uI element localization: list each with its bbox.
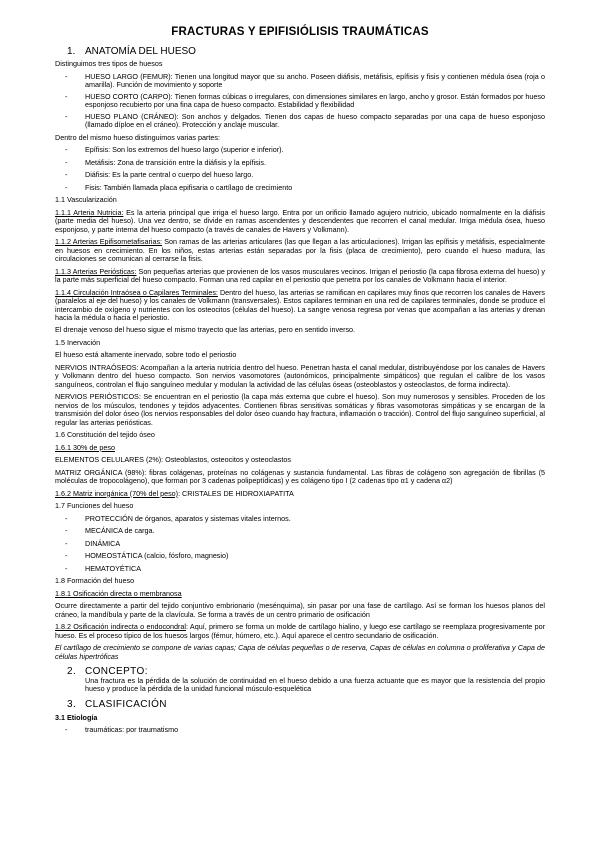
periosteal-nerves: NERVIOS PERIÓSTICOS: Se encuentran en el periostio (la capa más externa que cubre el hueso). Son muy numerosos y sensibles. Proceden de los nervios de los músculos, tendones y tejidos adyacentes. Contienen fibras sensitivas somáticas y fibras vasomotoras simpáticas y se encargan de la transmisión del dolor óseo (los nervios responsables del dolor óseo cuando hay fractura, inflamación o tracción). Control del flujo sanguíneo superficial, al regular las arterias periósticas. <box>55 392 545 427</box>
list-dash: - <box>65 145 68 155</box>
function-item: MECÁNICA de carga. <box>85 526 155 536</box>
formation-heading: 1.8 Formación del hueso <box>55 576 135 586</box>
vasc-text: Son pequeñas arterias que provienen de los vasos musculares vecinos. Irrigan el periostio (la capa fibrosa externa del hueso) y la parte más superficial del hueso compacto. Forman una red capilar en el periostio que penetra por los canales de Volkmann hacia el interior. <box>55 266 545 285</box>
bone-parts-intro: Dentro del mismo hueso distinguimos varias partes: <box>55 132 220 142</box>
inorganic-text: : CRISTALES DE HIDROXIAPATITA <box>178 488 294 498</box>
vasc-label: 1.1.2 Arterias Epifisometafisarias: <box>55 237 163 247</box>
list-item <box>55 73 545 90</box>
formation-indirect <box>55 623 545 640</box>
list-item <box>55 540 545 548</box>
list-dash: - <box>65 111 68 121</box>
functions-list <box>55 515 545 573</box>
vasc-text: Son ramas de las arterias articulares (las que llegan a las articulaciones). Irrigan las epífisis y metáfisis, especialmente en huesos en crecimiento. En los niños, estas arterias están separadas por la fisis (placa de crecimiento), pero cuando el hueso madura, las circulaciones se comunican al cerrarse la fisis. <box>55 237 545 264</box>
bone-type-long: HUESO LARGO (FEMUR): Tienen una longitud mayor que su ancho. Poseen diáfisis, metáfisis, epífisis y fisis y contienen médula ósea (roja o amarilla). Función de movimiento y soporte <box>85 71 545 90</box>
function-item: HOMEOSTÁTICA (calcio, fósforo, magnesio) <box>85 551 229 561</box>
intraosseous-nerves: NERVIOS INTRAÓSEOS: Acompañan a la arteria nutricia dentro del hueso. Penetran hasta el canal medular, distribuyéndose por los canales de Havers y Volkmann dentro del hueso compacto. Son nervios vasomotores (autonómicos, principalmente simpáticos) que regulan el calibre de los vasos sanguíneos, controlan el flujo sanguíneo medular y modulan la actividad de las células óseas (osteoblastos y osteoclastos, de forma indirecta). <box>55 362 545 389</box>
list-dash: - <box>65 725 68 735</box>
bone-types-intro: Distinguimos tres tipos de huesos <box>55 59 163 69</box>
section-3-title: CLASIFICACIÓN <box>85 698 167 710</box>
list-item <box>55 184 545 192</box>
bone-types-list <box>55 73 545 130</box>
formation-direct-text: Ocurre directamente a partir del tejido conjuntivo embrionario (mesénquima), sin pasar por una fase de cartílago. Así se forman los huesos planos del cráneo, la mandíbula y parte de la clavícula. Se forma a través de un centro primario de osificación <box>55 601 545 619</box>
venous-drainage: El drenaje venoso del hueso sigue el mismo trayecto que las arterias, pero en sentido inverso. <box>55 325 356 335</box>
vasc-paragraph-4 <box>55 289 545 323</box>
list-dash: - <box>65 91 68 101</box>
section-3-number: 3. <box>67 698 77 710</box>
function-item: HEMATOYÉTICA <box>85 563 142 573</box>
inorganic-label: 1.6.2 Matriz inorgánica (70% del peso) <box>55 488 179 498</box>
section-1-title: ANATOMÍA DEL HUESO <box>85 45 196 57</box>
list-dash: - <box>65 157 68 167</box>
functions-heading: 1.7 Funciones del hueso <box>55 501 134 511</box>
list-item <box>55 113 545 130</box>
vascularization-heading: 1.1 Vascularización <box>55 195 117 205</box>
bone-type-short: HUESO CORTO (CARPO): Tienen formas cúbicas o irregulares, con dimensiones similares en largo, ancho y grosor. Están formados por hueso esponjoso recubierto por una fina capa de hueso compacto. Estabilidad y flexibilidad <box>85 91 545 110</box>
section-3-heading <box>55 699 545 711</box>
section-1-number: 1. <box>67 45 76 57</box>
bone-parts-list <box>55 146 545 192</box>
section-2-label: CONCEPTO: <box>85 666 148 677</box>
function-item: DINÁMICA <box>85 538 121 548</box>
list-item <box>55 552 545 560</box>
bone-type-flat: HUESO PLANO (CRÁNEO): Son anchos y delgados. Tienen dos capas de hueso compacto separadas por una capa de hueso esponjoso (llamado díploe en el cráneo). Protección y anclaje muscular. <box>85 111 545 130</box>
vasc-paragraph-2 <box>55 238 545 263</box>
list-item <box>55 93 545 110</box>
vasc-text: Es la arteria principal que irriga el hueso largo. Entra por un orificio llamado agujero nutricio, ubicado normalmente en la diáfisis (parte media del hueso). Una vez dentro, se divide en ramas ascendentes y descendentes que recorren el canal medular. Irriga médula ósea, hueso esponjoso, y parte interna del hueso compacto (a través de canales de Havers y Volkmann). <box>55 207 545 234</box>
list-item <box>55 159 545 167</box>
formation-sub-2: 1.8.2 Osificación indirecta o endocondral <box>55 622 187 632</box>
etiology-list <box>55 726 545 734</box>
list-dash: - <box>65 71 68 81</box>
concept-text: Una fractura es la pérdida de la solución de continuidad en el hueso debido a una fuerza actuante que es mayor que la resistencia del propio hueso y produce la pérdida de la unidad funcional músculo-esquelética <box>85 675 545 694</box>
part-epifisis: Epífisis: Son los extremos del hueso largo (superior e inferior). <box>85 145 284 155</box>
constitution-sub-1: 1.6.1 30% de peso <box>55 442 115 452</box>
list-dash: - <box>65 513 68 523</box>
list-item <box>55 146 545 154</box>
list-dash: - <box>65 563 68 573</box>
list-dash: - <box>65 526 68 536</box>
innervation-intro: El hueso está altamente inervado, sobre todo el periostio <box>55 350 237 360</box>
list-dash: - <box>65 538 68 548</box>
list-item <box>55 171 545 179</box>
list-dash: - <box>65 551 68 561</box>
document-title: FRACTURAS Y EPIFISIÓLISIS TRAUMÁTICAS <box>171 26 429 38</box>
vasc-text: Dentro del hueso, las arterias se ramifican en capilares muy finos que recorren los canales de Havers (paralelos al eje del hueso) y los canales de Volkmann (transversales). Estos capilares terminan en una red de capilares terminales, donde se produce el intercambio de oxígeno y nutrientes con los osteocitos (células del hueso). La sangre venosa regresa por venas que acompañan a las arterias y drenan hacia la médula o hacia el periostio. <box>55 287 545 322</box>
etiology-item: traumáticas: por traumatismo <box>85 725 179 735</box>
part-diafisis: Diáfisis: Es la parte central o cuerpo del hueso largo. <box>85 170 254 180</box>
section-2-number: 2. <box>67 666 77 677</box>
list-item <box>55 515 545 523</box>
inorganic-matrix <box>55 490 545 498</box>
formation-indirect-text: : Aquí, primero se forma un molde de cartílago hialino, y luego ese cartílago se reemplaza progresivamente por hueso. Es el proceso típico de los huesos largos (fémur, húmero, etc.). Aquí aparece el centro secundario de osificación. <box>55 622 545 640</box>
section-1-heading <box>55 46 545 58</box>
list-dash: - <box>65 182 68 192</box>
vasc-label: 1.1.1 Arteria Nutricia: <box>55 207 124 217</box>
growth-cartilage-note: El cartílago de crecimiento se compone de varias capas; Capa de células pequeñas o de reserva, Capas de células en columna o proliferativa y Capa de células hipertróficas <box>55 643 545 661</box>
vasc-label: 1.1.3 Arterias Periósticas: <box>55 266 137 276</box>
constitution-heading: 1.6 Constitución del tejido óseo <box>55 430 155 440</box>
formation-sub-1: 1.8.1 Osificación directa o membranosa <box>55 588 182 598</box>
part-fisis: Fisis: También llamada placa epifisaria o cartílago de crecimiento <box>85 182 293 192</box>
cellular-elements: ELEMENTOS CELULARES (2%): Osteoblastos, osteocitos y osteoclastos <box>55 455 291 465</box>
list-item <box>55 726 545 734</box>
list-item <box>55 565 545 573</box>
function-item: PROTECCIÓN de órganos, aparatos y sistemas vitales internos. <box>85 513 291 523</box>
list-dash: - <box>65 170 68 180</box>
vasc-paragraph-1 <box>55 209 545 234</box>
organic-matrix: MATRIZ ORGÁNICA (98%): fibras colágenas, proteínas no colágenas y sustancia fundamental. Las fibras de colágeno son agregación de fibrillas (5 moléculas de tropocolágeno), que forman por 3 cadenas polipeptídicas) y es colágeno tipo I (2 cadenas tipo α1 y cadena α2) <box>55 467 545 486</box>
list-item <box>55 527 545 535</box>
etiology-heading: 3.1 Etiología <box>55 712 98 722</box>
innervation-heading: 1.5 Inervación <box>55 337 101 347</box>
vasc-paragraph-3 <box>55 268 545 285</box>
vasc-label: 1.1.4 Circulación Intraósea o Capilares Terminales: <box>55 287 218 297</box>
part-metafisis: Metáfisis: Zona de transición entre la diáfisis y la epífisis. <box>85 157 266 167</box>
